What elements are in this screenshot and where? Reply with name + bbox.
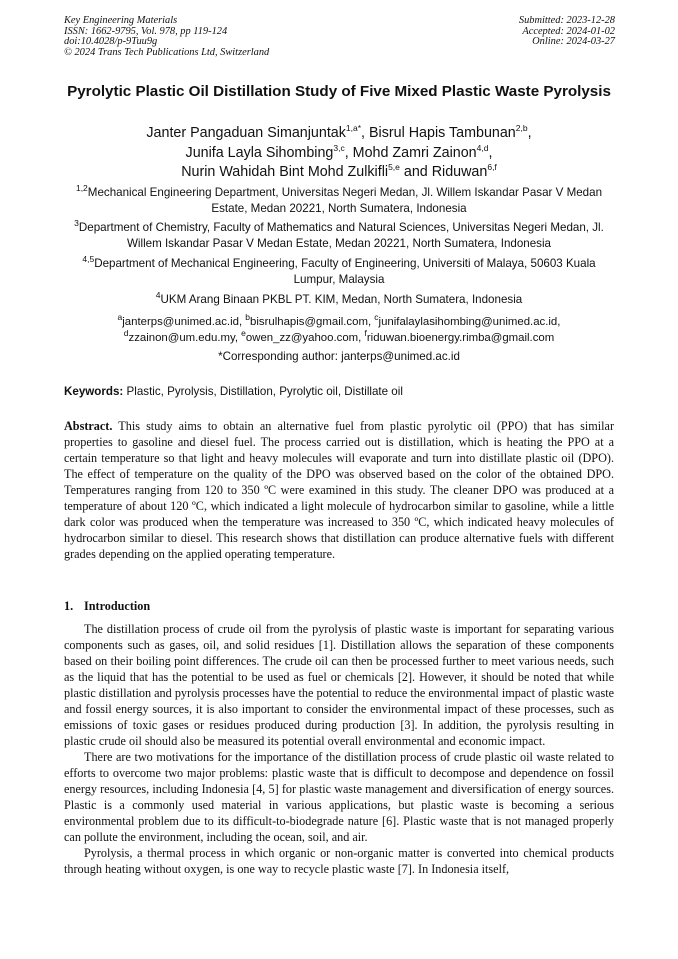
author: Mohd Zamri Zainon [352,144,477,161]
email-link[interactable]: janterps@unimed.ac.id [122,316,239,328]
author: Janter Pangaduan Simanjuntak [146,125,346,141]
email-link[interactable]: junifalaylasihombing@unimed.ac.id [378,316,558,328]
section-title: Introduction [84,599,151,613]
section-heading [64,598,150,614]
publication-dates [519,16,615,48]
affiliation: $^3$Department of Chemistry, Faculty of Mathematics and Natural Sciences, Universitas Negeri Medan, Jl. Willem Iskandar Pasar V Medan Estate, Medan 20221, North Sumatera, Indonesia [74,218,604,250]
paragraph: Pyrolysis, a thermal process in which organic or non-organic matter is converted into chemical products through heating without oxygen, is one way to recycle plastic waste [7]. In Indonesia itself, [64,846,614,876]
author: Riduwan [431,164,488,180]
keywords [64,384,614,400]
email-link[interactable]: bisrulhapis@gmail.com [250,316,368,328]
online-date: Online: 2024-03-27 [532,36,615,48]
email-link[interactable]: zzainon@um.edu.my [128,332,235,344]
abstract-label: Abstract. [64,419,113,433]
paragraph: There are two motivations for the importance of the distillation process of crude plastic oil waste related to efforts to overcome two major problems: plastic waste that is difficult to decompose and dependence on fossil energy resources, including Indonesia [4, 5] for plastic waste management and diversification of energy sources. Plastic is a commonly used material in various applications, but plastic waste is becoming a serious environmental problem due to its difficult-to-biodegrade nature [6]. Plastic waste that is not managed properly can pollute the environment, including the ocean, soil, and air. [64,750,614,844]
journal-info [64,16,269,58]
author-sup: 6,f [487,162,497,173]
author-sup: 4,d [476,142,489,153]
doi: doi:10.4028/p-9Tuu9g [64,36,158,48]
abstract-text: This study aims to obtain an alternative fuel from plastic pyrolytic oil (PPO) that has similar properties to gasoline and diesel fuel. The process carried out is distillation, which is heating the PPO at a certain temperature so that light and heavy molecules will evaporate and turn into distillate plastic oil (DPO). The effect of temperature on the quality of the DPO was observed based on the color of the obtained DPO. Temperatures ranging from 120 to 350 ºC were examined in this study. The cleaner DPO was produced at a temperature of about 120 ºC, which indicated a light molecule of hydrocarbon similar to gasoline, while a little dark color was produced when the temperature was increased to 350 ºC, which indicated heavy molecules of hydrocarbon similar to diesel. This research shows that distillation can produce alternative fuels with different grades depending on the applied operating temperature. [64,419,614,561]
email-link[interactable]: riduwan.bioenergy.rimba@gmail.com [366,332,555,344]
author-sup: 5,e [388,162,400,173]
email-link[interactable]: owen_zz@yahoo.com [245,332,359,344]
author-sup: 1,a* [345,123,362,134]
introduction-body [64,621,614,877]
author-sup: 2,b [515,123,528,134]
section-number: 1. [64,599,74,613]
paragraph: The distillation process of crude oil from the pyrolysis of plastic waste is important for separating various components such as gases, oil, and solid residues [1]. Distillation allows the separation of these components based on their boiling point differences. The crude oil can then be processed further to meet various needs, such as the liquid that has the potential to be used as fuel or chemicals [2]. However, it should be noted that while plastic distillation and pyrolysis processes have the potential to reduce the environmental impact of plastic waste and fossil energy sources, it is also important to consider the environmental impact of these processes, such as emissions of toxic gases or residues produced during production [3]. In addition, the pyrolysis resulting in plastic crude oil should also be measured its potential overall environmental and economic impact. [64,622,614,748]
journal-name: Key Engineering Materials [64,15,178,26]
affiliation: $^4$UKM Arang Binaan PKBL PT. KIM, Medan, North Sumatera, Indonesia [155,290,523,306]
issn: ISSN: 1662-9795, Vol. 978, pp 119-124 [64,25,228,37]
corresponding-author: *Corresponding author: janterps@unimed.ac.id [218,350,460,363]
affiliation: $^{1,2}$Mechanical Engineering Department, Universitas Negeri Medan, Jl. Willem Iskandar Pasar V Medan Estate, Medan 20221, North Sumatera, Indonesia [75,183,603,215]
author: Nurin Wahidah Bint Mohd Zulkifli [181,164,389,180]
author-sup: 3,c [333,142,345,153]
keywords-text: Plastic, Pyrolysis, Distillation, Pyrolytic oil, Distillate oil [126,385,403,398]
author-list: Janter Pangaduan Simanjuntak$^{1,a*}$, Bisrul Hapis Tambunan$^{2,b}$, Junifa Layla Sihombing$^{3,c}$, Mohd Zamri Zainon$^{4,d}$, Nurin Wahidah Bint Mohd Zulkifli$^{5,e}$ and Riduwan$^{6,f}$ [146,123,532,180]
author: Junifa Layla Sihombing [185,144,334,161]
paper-title: Pyrolytic Plastic Oil Distillation Study of Five Mixed Plastic Waste Pyrolysis [67,83,611,100]
affiliation: $^{4,5}$Department of Mechanical Engineering, Faculty of Engineering, Universiti of Malaya, 50603 Kuala Lumpur, Malaysia [82,254,596,286]
copyright: © 2024 Trans Tech Publications Ltd, Switzerland [64,46,270,58]
author: Bisrul Hapis Tambunan [369,125,516,141]
keywords-label: Keywords: [64,385,124,398]
accepted-date: Accepted: 2024-01-02 [522,25,615,37]
abstract [64,418,614,562]
submitted-date: Submitted: 2023-12-28 [518,15,615,26]
email-list: $^a$janterps@unimed.ac.id, $^b$bisrulhapis@gmail.com, $^c$junifalaylasihombing@unimed.ac.id, $^d$zzainon@um.edu.my, $^e$owen_zz@yahoo.com, $^f$riduwan.bioenergy.rimba@gmail.com [117,312,561,344]
